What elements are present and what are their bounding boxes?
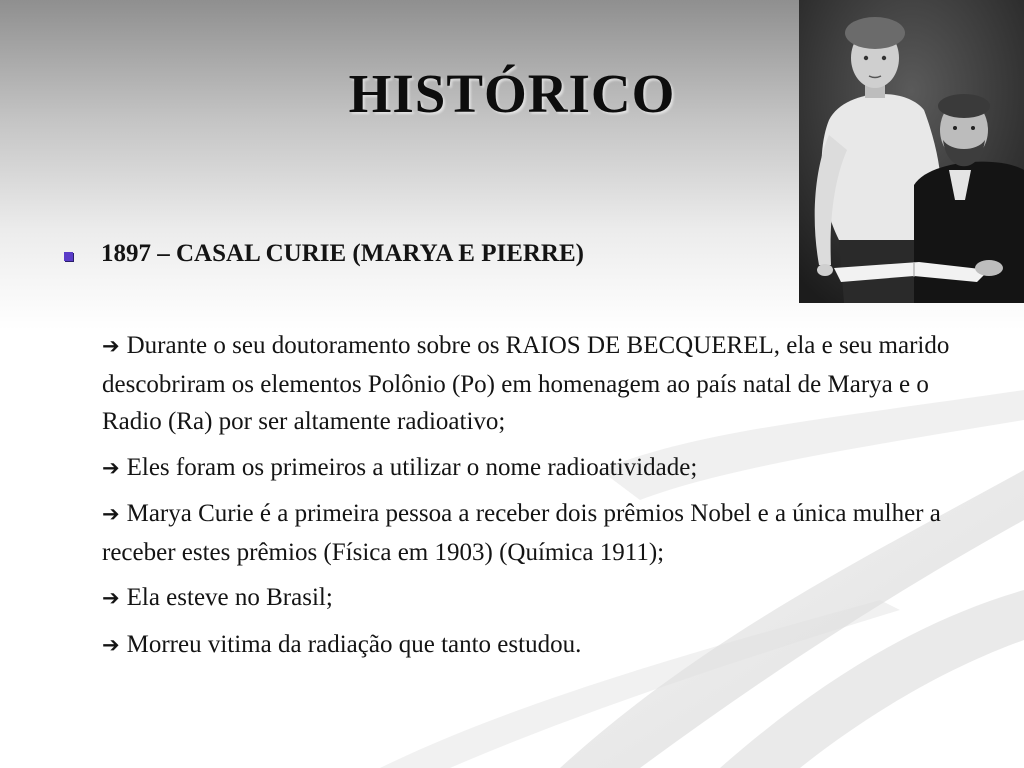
arrow-icon: ➔ — [102, 455, 120, 480]
arrow-icon: ➔ — [102, 334, 120, 358]
arrow-icon: ➔ — [102, 502, 120, 526]
paragraph-text: Marya Curie é a primeira pessoa a receber dois prêmios Nobel e a única mulher a receber estes prêmios (Física em 1903) (Química 1911); — [102, 500, 941, 566]
paragraph-text: Durante o seu doutoramento sobre os RAIOS DE BECQUEREL, ela e seu marido descobriram os elementos Polônio (Po) em homenagem ao país natal de Marya e o Radio (Ra) por ser altamente radioativo; — [102, 332, 950, 435]
main-bullet — [64, 240, 584, 268]
paragraph-text: Eles foram os primeiros a utilizar o nome radioatividade; — [126, 453, 698, 481]
curie-couple-photo — [799, 0, 1024, 303]
paragraph-nobel — [102, 495, 982, 571]
paragraph-brazil — [102, 579, 982, 618]
arrow-icon: ➔ — [102, 632, 120, 657]
paragraph-radioactivity-name — [102, 449, 982, 488]
paragraph-death — [102, 626, 982, 665]
slide-title: HISTÓRICO — [348, 63, 676, 124]
arrow-icon: ➔ — [102, 586, 120, 610]
paragraph-text: Ela esteve no Brasil; — [126, 584, 333, 611]
bullet-heading: 1897 – CASAL CURIE (MARYA E PIERRE) — [101, 240, 584, 267]
paragraph-text: Morreu vitima da radiação que tanto estudou. — [126, 630, 582, 658]
paragraph-doctorate — [102, 327, 982, 441]
body-text — [102, 327, 982, 672]
bullet-marker-icon — [64, 252, 73, 261]
